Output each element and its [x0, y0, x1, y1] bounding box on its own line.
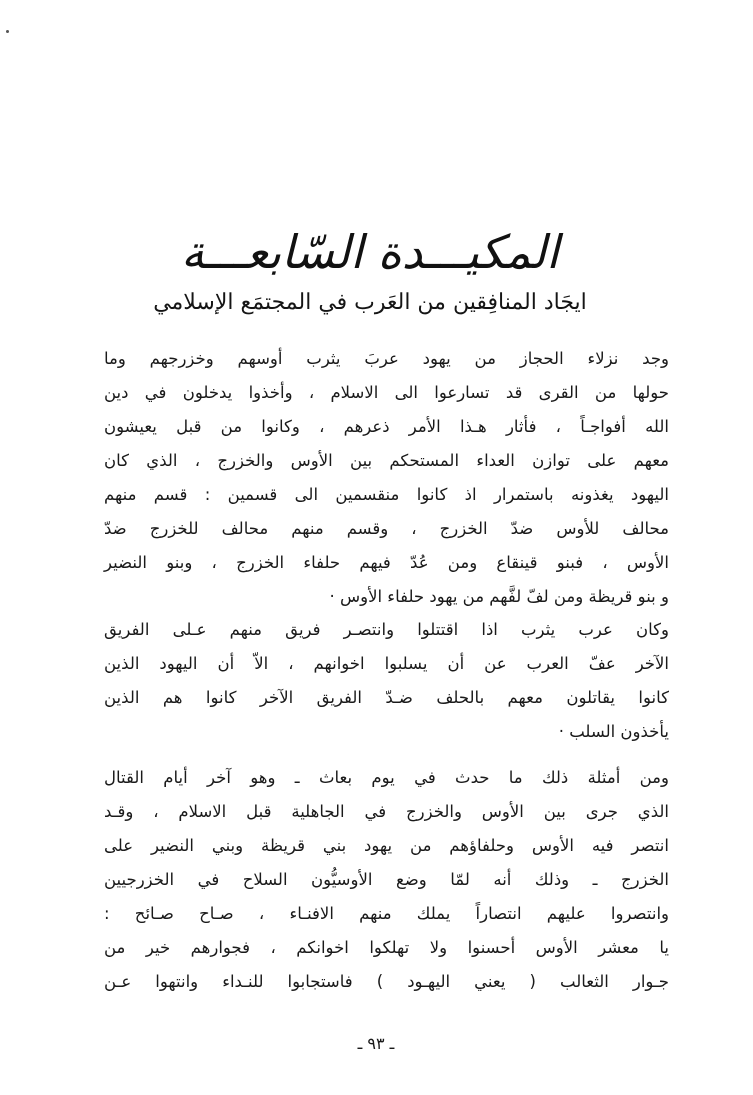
text-line: الذي جرى بين الأوس والخزرج في الجاهلية قبل الاسلام ، وقـد: [104, 802, 669, 821]
paragraph-3: [104, 761, 669, 999]
text-line: الخزرج ـ وذلك أنه لمّا وضع الأوسيُّون السلاح في الخزرجيين: [104, 870, 669, 889]
text-line: وانتصروا عليهم انتصاراً يملك منهم الافنـاء ، صـاح صـائح :: [104, 904, 669, 923]
chapter-title: المكيـــدة السّابعـــة: [181, 225, 559, 279]
text-line: و بنو قريظة ومن لفّ لفَّهم من يهود حلفاء الأوس ·: [329, 587, 669, 606]
text-line: انتصر فيه الأوس وحلفاؤهم من يهود بني قريظة وبني النضير على: [104, 836, 669, 855]
scan-speck: [6, 30, 9, 33]
page-number: ـ ٩٣ ـ: [357, 1034, 395, 1053]
text-line: يأخذون السلب ·: [558, 722, 669, 741]
text-line: حولها من القرى قد تسارعوا الى الاسلام ، وأخذوا يدخلون في دين: [104, 383, 669, 402]
text-line: ومن أمثلة ذلك ما حدث في يوم بعاث ـ وهو آخر أيام القتال: [104, 768, 669, 787]
text-line: وجد نزلاء الحجاز من يهود عربَ يثرب أوسهم وخزرجهم وما: [104, 349, 669, 368]
chapter-subtitle: ايجَاد المنافِقين من العَرب في المجتمَع الإسلامي: [153, 290, 587, 315]
text-line: الأوس ، فبنو قينقاع ومن عُدّ فيهم حلفاء الخزرج ، وبنو النضير: [104, 553, 669, 572]
text-line: محالف للأوس ضدّ الخزرج ، وقسم منهم محالف للخزرج ضدّ: [104, 519, 669, 538]
text-line: معهم على توازن العداء المستحكم بين الأوس والخزرج ، الذي كان: [104, 451, 669, 470]
text-line: يا معشر الأوس أحسنوا ولا تهلكوا اخوانكم ، فجوارهم خير من: [104, 938, 669, 957]
text-line: الله أفواجـاً ، فأثار هـذا الأمر ذعرهم ، وكانوا من قبل يعيشون: [104, 417, 669, 436]
paragraph-1: [104, 342, 669, 614]
paragraph-2: [104, 613, 669, 749]
text-line: كانوا يقاتلون معهم بالحلف ضـدّ الفريق الآخر كانوا هم الذين: [104, 688, 669, 707]
text-line: الآخر عفّ العرب عن أن يسلبوا اخوانهم ، الاّ أن اليهود الذين: [104, 654, 669, 673]
text-line: وكان عرب يثرب اذا اقتتلوا وانتصـر فريق منهم عـلى الفريق: [104, 620, 669, 639]
text-line: جـوار الثعالب ( يعني اليهـود ) فاستجابوا للنـداء وانتهوا عـن: [104, 972, 669, 991]
text-line: اليهود يغذونه باستمرار اذ كانوا منقسمين الى قسمين : قسم منهم: [104, 485, 669, 504]
